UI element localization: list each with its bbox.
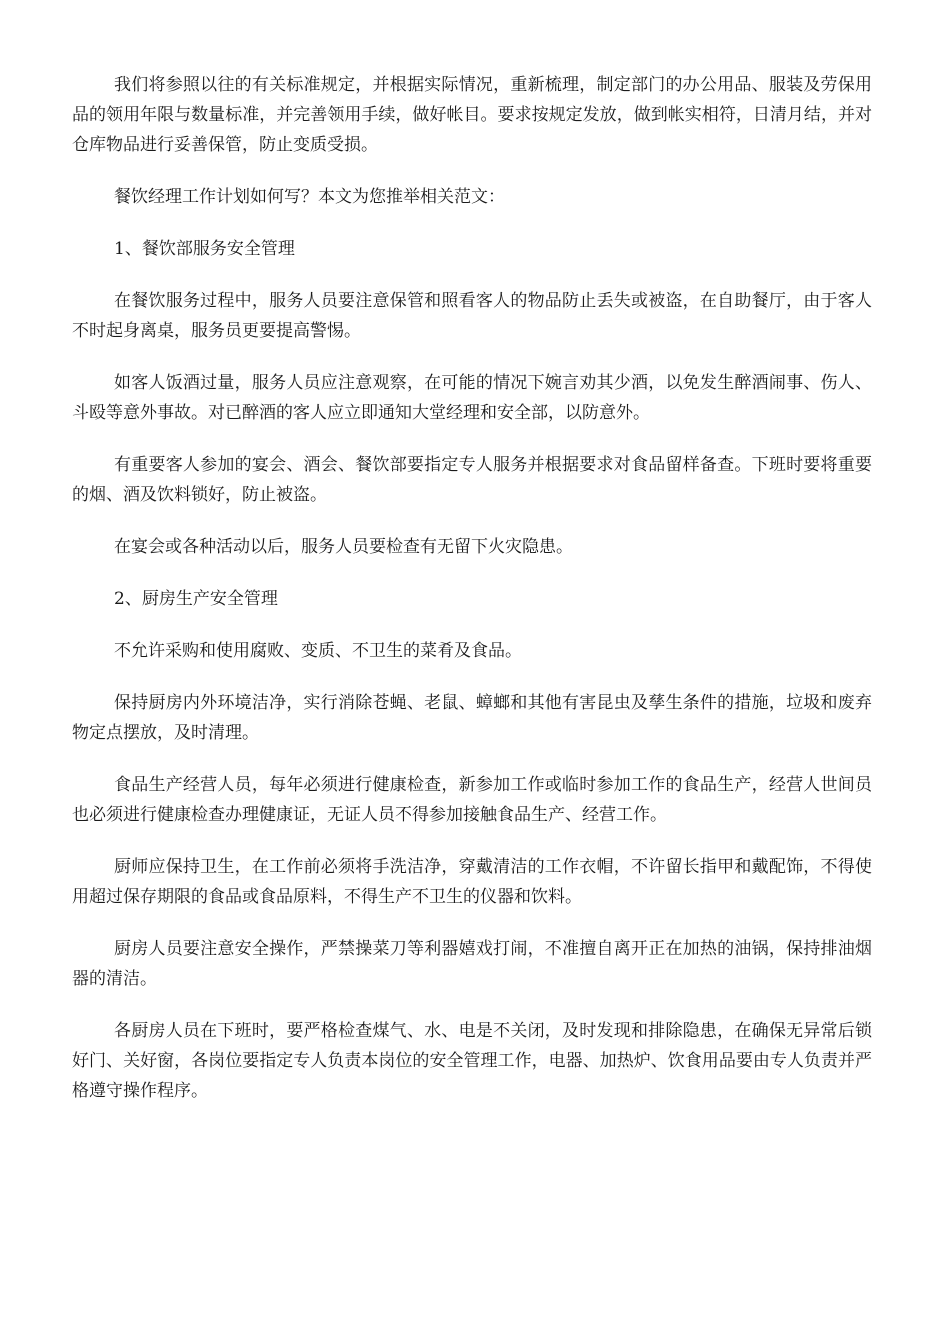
- paragraph-safe-operation: 厨房人员要注意安全操作，严禁操菜刀等利器嬉戏打闹，不准擅自离开正在加热的油锅，保持排油烟器的清洁。: [72, 939, 872, 989]
- paragraph-banquet-service: 有重要客人参加的宴会、酒会、餐饮部要指定专人服务并根据要求对食品留样备查。下班时要将重要的烟、酒及饮料锁好，防止被盗。: [72, 455, 872, 505]
- paragraph-chef-hygiene: 厨师应保持卫生，在工作前必须将手洗洁净，穿戴清洁的工作衣帽，不许留长指甲和戴配饰，不得使用超过保存期限的食品或食品原料，不得生产不卫生的仪器和饮料。: [72, 857, 872, 907]
- paragraph-supplies-standards: 我们将参照以往的有关标准规定，并根据实际情况，重新梳理，制定部门的办公用品、服装及劳保用品的领用年限与数量标准，并完善领用手续，做好帐目。要求按规定发放，做到帐实相符，日清月结，并对仓库物品进行妥善保管，防止变质受损。: [72, 75, 872, 155]
- document-body: [72, 70, 872, 1128]
- section-heading-service-safety: 1、餐饮部服务安全管理: [114, 239, 295, 259]
- paragraph-drinking-guests: 如客人饭酒过量，服务人员应注意观察，在可能的情况下婉言劝其少酒，以免发生醉酒闹事、伤人、斗殴等意外事故。对已醉酒的客人应立即通知大堂经理和安全部，以防意外。: [72, 373, 872, 423]
- section-heading-kitchen-safety: 2、厨房生产安全管理: [114, 589, 278, 609]
- paragraph-closing-check: 各厨房人员在下班时，要严格检查煤气、水、电是不关闭，及时发现和排除隐患，在确保无异常后锁好门、关好窗，各岗位要指定专人负责本岗位的安全管理工作，电器、加热炉、饮食用品要由专人负责并严格遵守操作程序。: [72, 1021, 872, 1101]
- paragraph-food-procurement: 不允许采购和使用腐败、变质、不卫生的菜肴及食品。: [114, 641, 522, 661]
- paragraph-guest-belongings: 在餐饮服务过程中，服务人员要注意保管和照看客人的物品防止丢失或被盗，在自助餐厅，由于客人不时起身离桌，服务员更要提高警惕。: [72, 291, 872, 341]
- paragraph-health-check: 食品生产经营人员，每年必须进行健康检查，新参加工作或临时参加工作的食品生产，经营人世间员也必须进行健康检查办理健康证，无证人员不得参加接触食品生产、经营工作。: [72, 775, 872, 825]
- paragraph-kitchen-hygiene: 保持厨房内外环境洁净，实行消除苍蝇、老鼠、蟑螂和其他有害昆虫及孳生条件的措施，垃圾和废弃物定点摆放，及时清理。: [72, 693, 872, 743]
- paragraph-intro: 餐饮经理工作计划如何写？本文为您推举相关范文：: [114, 187, 505, 207]
- paragraph-fire-check: 在宴会或各种活动以后，服务人员要检查有无留下火灾隐患。: [114, 537, 573, 557]
